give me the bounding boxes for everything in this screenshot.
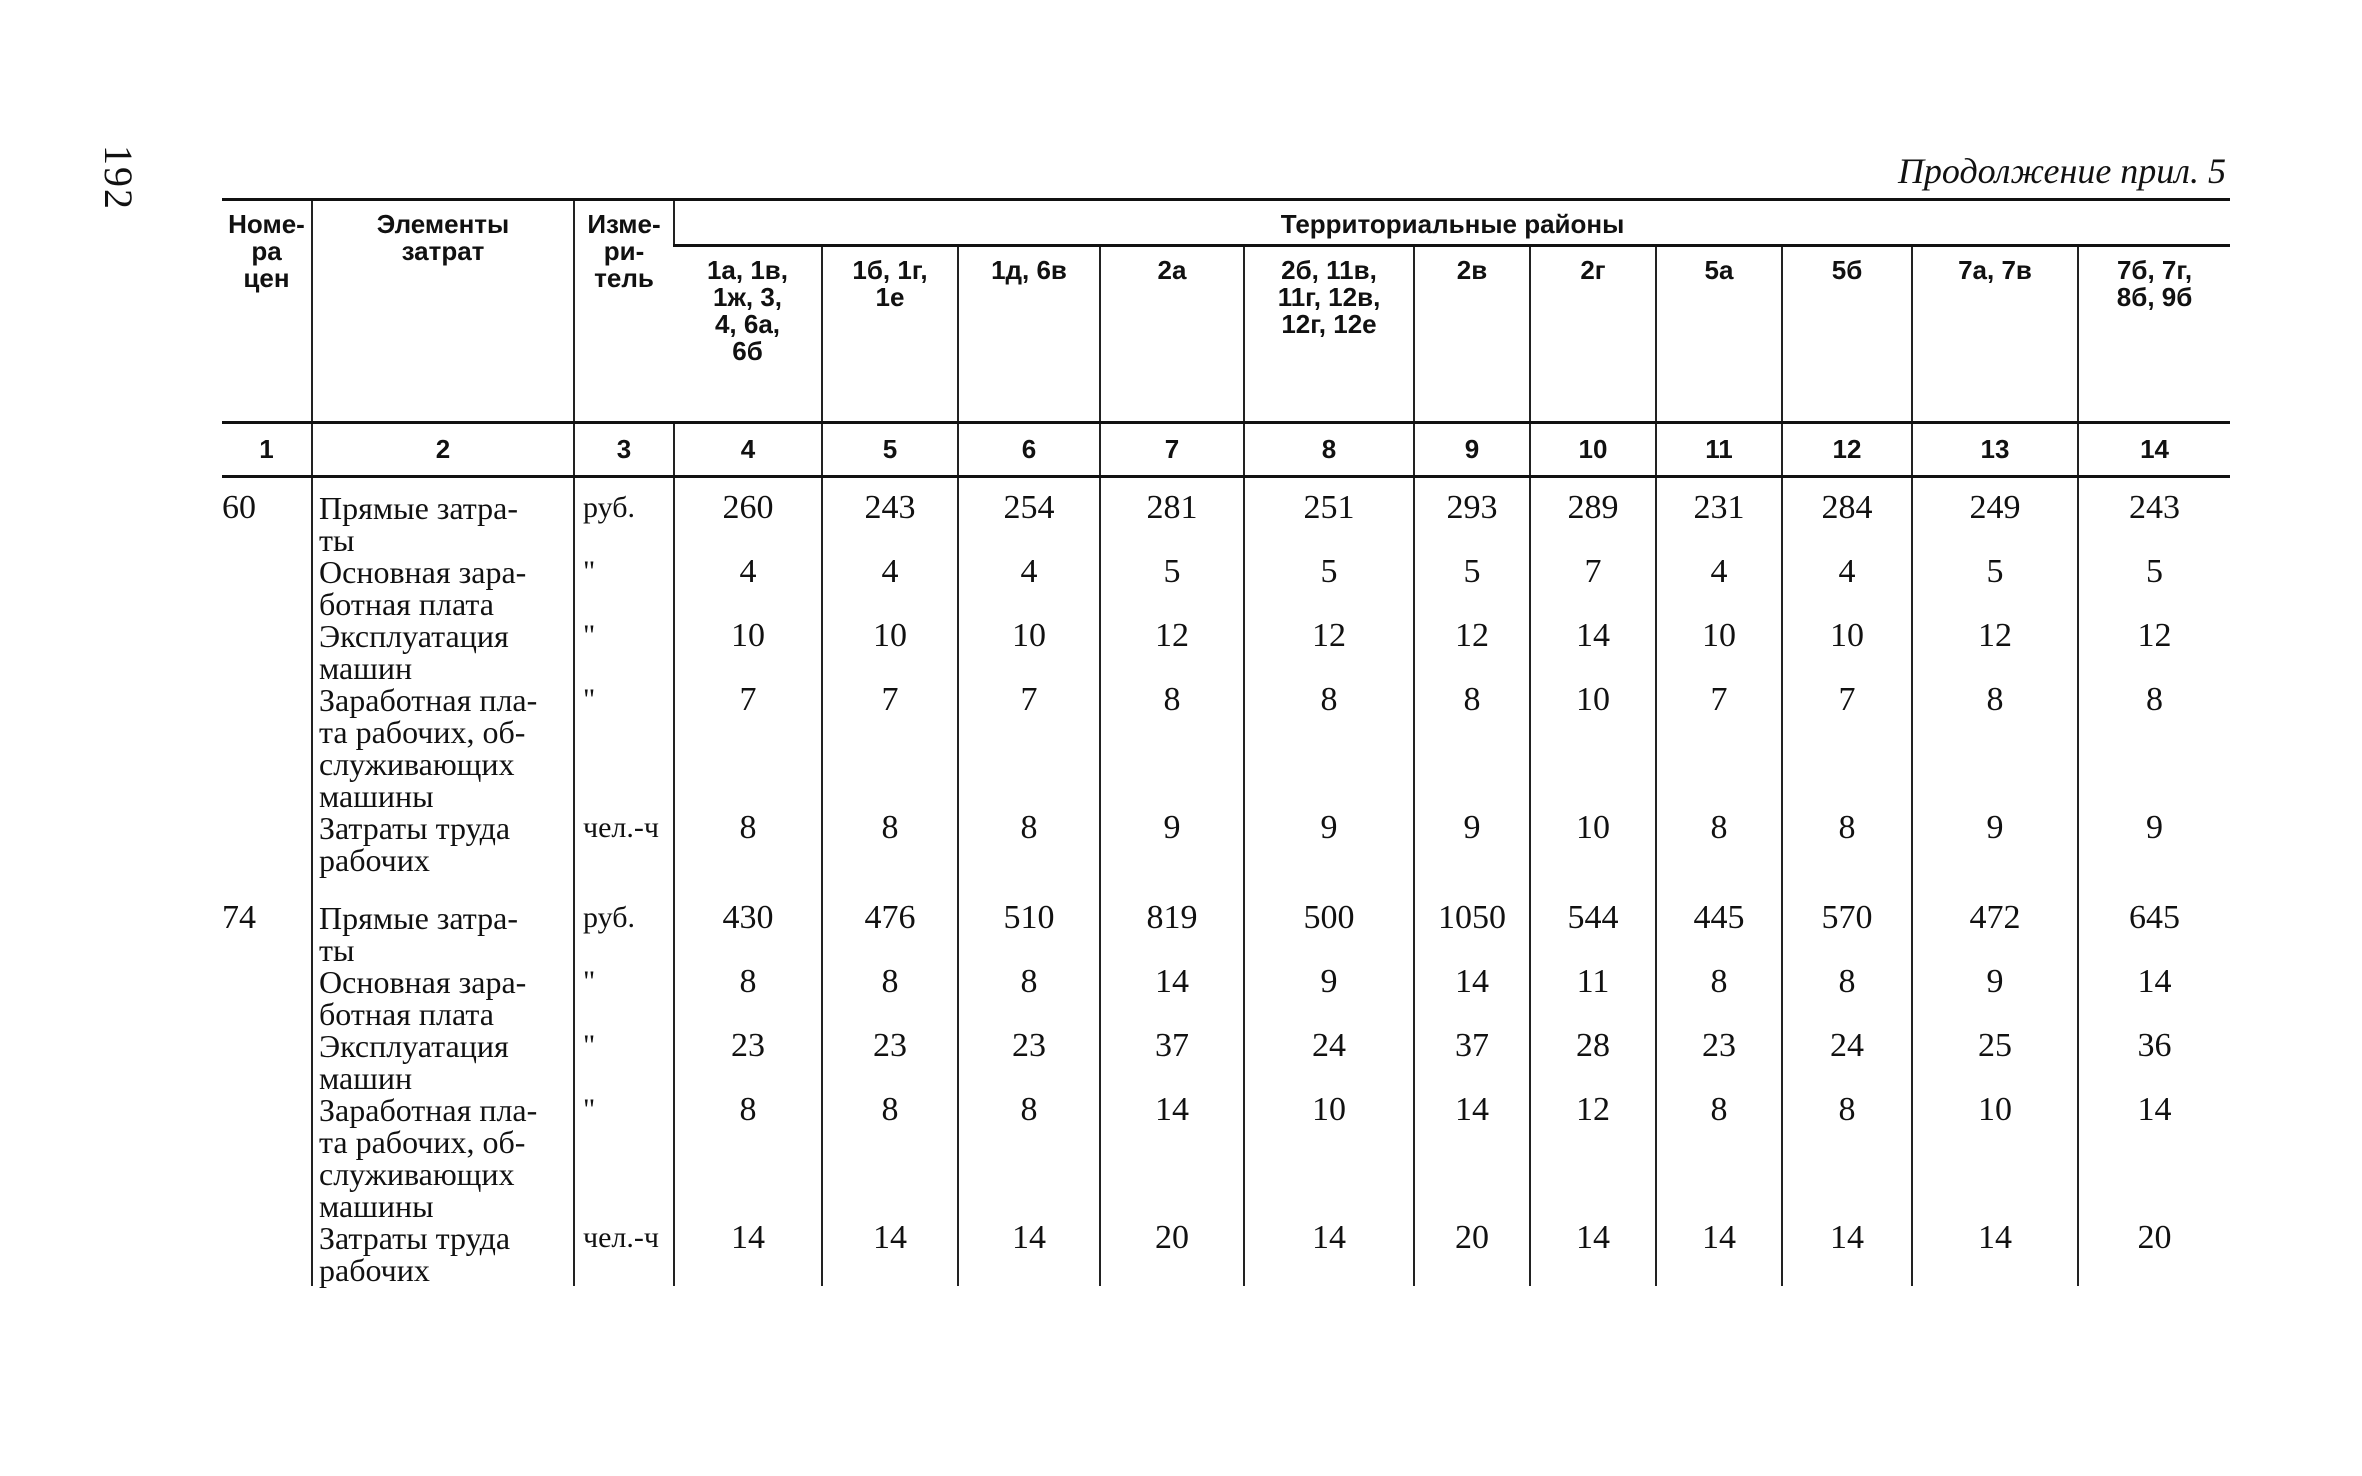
price-number [222, 1222, 312, 1286]
column-number-6: 6 [958, 423, 1100, 477]
column-number-3: 3 [574, 423, 674, 477]
spacer-cell [2078, 876, 2230, 898]
value-cell: 7 [958, 684, 1100, 812]
price-number [222, 966, 312, 1030]
value-cell: 819 [1100, 898, 1244, 966]
table-row [222, 556, 2230, 620]
value-cell: 12 [1100, 620, 1244, 684]
value-cell: 293 [1414, 477, 1530, 557]
value-cell: 10 [1530, 812, 1656, 876]
value-cell: 23 [674, 1030, 822, 1094]
value-cell: 5 [2078, 556, 2230, 620]
value-cell: 23 [822, 1030, 958, 1094]
header-region-2: 1б, 1г, 1е [822, 246, 958, 423]
value-cell: 430 [674, 898, 822, 966]
column-number-1: 1 [222, 423, 312, 477]
table-row [222, 620, 2230, 684]
header-region-11: 7б, 7г, 8б, 9б [2078, 246, 2230, 423]
value-cell: 9 [1912, 812, 2078, 876]
unit: руб. [574, 477, 674, 557]
value-cell: 25 [1912, 1030, 2078, 1094]
header-region-10: 7а, 7в [1912, 246, 2078, 423]
value-cell: 12 [2078, 620, 2230, 684]
value-cell: 7 [1656, 684, 1782, 812]
column-number-10: 10 [1530, 423, 1656, 477]
value-cell: 445 [1656, 898, 1782, 966]
spacer-cell [1100, 876, 1244, 898]
value-cell: 23 [958, 1030, 1100, 1094]
value-cell: 5 [1244, 556, 1414, 620]
value-cell: 14 [822, 1222, 958, 1286]
value-cell: 9 [1244, 966, 1414, 1030]
value-cell: 249 [1912, 477, 2078, 557]
value-cell: 14 [2078, 966, 2230, 1030]
value-cell: 10 [1782, 620, 1912, 684]
continuation-caption: Продолжение прил. 5 [1897, 151, 2226, 191]
spacer-cell [822, 876, 958, 898]
header-region-5: 2б, 11в, 11г, 12в, 12г, 12е [1244, 246, 1414, 423]
spacer-cell [674, 876, 822, 898]
cost-element: Эксплуатация машин [312, 1030, 574, 1094]
value-cell: 36 [2078, 1030, 2230, 1094]
value-cell: 14 [674, 1222, 822, 1286]
value-cell: 14 [1530, 1222, 1656, 1286]
table-row [222, 477, 2230, 557]
value-cell: 4 [822, 556, 958, 620]
value-cell: 20 [1414, 1222, 1530, 1286]
value-cell: 243 [2078, 477, 2230, 557]
value-cell: 8 [958, 966, 1100, 1030]
spacer-cell [312, 876, 574, 898]
value-cell: 12 [1530, 1094, 1656, 1222]
value-cell: 10 [822, 620, 958, 684]
cost-element: Основная зара- ботная плата [312, 966, 574, 1030]
header-region-3: 1д, 6в [958, 246, 1100, 423]
price-number [222, 684, 312, 812]
value-cell: 8 [1244, 684, 1414, 812]
value-cell: 9 [1414, 812, 1530, 876]
price-number: 60 [222, 489, 256, 526]
value-cell: 14 [1244, 1222, 1414, 1286]
spacer-cell [222, 876, 312, 898]
value-cell: 4 [1656, 556, 1782, 620]
value-cell: 7 [1782, 684, 1912, 812]
table-row [222, 1094, 2230, 1222]
value-cell: 8 [1656, 812, 1782, 876]
spacer-cell [574, 876, 674, 898]
value-cell: 8 [958, 812, 1100, 876]
cost-element: Эксплуатация машин [312, 620, 574, 684]
cost-element: Затраты труда рабочих [312, 812, 574, 876]
header-unit: Изме- ри- тель [574, 200, 674, 423]
header-regions-title: Территориальные районы [674, 200, 2230, 246]
value-cell: 260 [674, 477, 822, 557]
value-cell: 243 [822, 477, 958, 557]
table-row [222, 684, 2230, 812]
cost-element: Основная зара- ботная плата [312, 556, 574, 620]
value-cell: 7 [822, 684, 958, 812]
unit: " [574, 684, 674, 812]
value-cell: 544 [1530, 898, 1656, 966]
spacer-cell [1912, 876, 2078, 898]
value-cell: 24 [1782, 1030, 1912, 1094]
spacer-cell [1656, 876, 1782, 898]
value-cell: 12 [1244, 620, 1414, 684]
column-number-5: 5 [822, 423, 958, 477]
price-number [222, 1094, 312, 1222]
value-cell: 281 [1100, 477, 1244, 557]
value-cell: 12 [1912, 620, 2078, 684]
value-cell: 14 [1414, 966, 1530, 1030]
value-cell: 23 [1656, 1030, 1782, 1094]
value-cell: 9 [2078, 812, 2230, 876]
value-cell: 8 [958, 1094, 1100, 1222]
table-row [222, 1030, 2230, 1094]
value-cell: 251 [1244, 477, 1414, 557]
price-number: 74 [222, 899, 256, 936]
unit: " [574, 1094, 674, 1222]
unit: чел.-ч [574, 812, 674, 876]
spacer-cell [1414, 876, 1530, 898]
column-number-12: 12 [1782, 423, 1912, 477]
header-code: Номе- ра цен [222, 200, 312, 423]
cost-element: Заработная пла- та рабочих, об- служивающих машины [312, 684, 574, 812]
header-region-4: 2а [1100, 246, 1244, 423]
value-cell: 8 [674, 812, 822, 876]
header-region-6: 2в [1414, 246, 1530, 423]
price-number [222, 556, 312, 620]
value-cell: 14 [1100, 966, 1244, 1030]
cost-element: Затраты труда рабочих [312, 1222, 574, 1286]
unit: чел.-ч [574, 1222, 674, 1286]
column-number-13: 13 [1912, 423, 2078, 477]
column-number-9: 9 [1414, 423, 1530, 477]
column-number-8: 8 [1244, 423, 1414, 477]
value-cell: 9 [1100, 812, 1244, 876]
value-cell: 254 [958, 477, 1100, 557]
value-cell: 8 [1912, 684, 2078, 812]
value-cell: 231 [1656, 477, 1782, 557]
header-region-8: 5а [1656, 246, 1782, 423]
spacer-cell [1782, 876, 1912, 898]
value-cell: 8 [674, 966, 822, 1030]
value-cell: 14 [1656, 1222, 1782, 1286]
value-cell: 10 [1244, 1094, 1414, 1222]
value-cell: 14 [1530, 620, 1656, 684]
value-cell: 4 [674, 556, 822, 620]
header-region-7: 2г [1530, 246, 1656, 423]
table-row [222, 966, 2230, 1030]
value-cell: 12 [1414, 620, 1530, 684]
column-number-11: 11 [1656, 423, 1782, 477]
value-cell: 8 [1414, 684, 1530, 812]
header-region-9: 5б [1782, 246, 1912, 423]
value-cell: 37 [1100, 1030, 1244, 1094]
spacer-cell [958, 876, 1100, 898]
value-cell: 8 [822, 966, 958, 1030]
unit: руб. [574, 898, 674, 966]
value-cell: 8 [1782, 812, 1912, 876]
table-row [222, 898, 2230, 966]
cost-element: Прямые затра- ты [312, 898, 574, 966]
value-cell: 284 [1782, 477, 1912, 557]
value-cell: 510 [958, 898, 1100, 966]
value-cell: 9 [1244, 812, 1414, 876]
value-cell: 20 [1100, 1222, 1244, 1286]
value-cell: 472 [1912, 898, 2078, 966]
value-cell: 7 [674, 684, 822, 812]
page-number: 192 [96, 145, 141, 211]
column-number-7: 7 [1100, 423, 1244, 477]
column-number-4: 4 [674, 423, 822, 477]
price-number [222, 620, 312, 684]
unit: " [574, 556, 674, 620]
value-cell: 4 [958, 556, 1100, 620]
value-cell: 10 [1530, 684, 1656, 812]
value-cell: 10 [958, 620, 1100, 684]
value-cell: 28 [1530, 1030, 1656, 1094]
value-cell: 20 [2078, 1222, 2230, 1286]
value-cell: 14 [1912, 1222, 2078, 1286]
value-cell: 8 [2078, 684, 2230, 812]
value-cell: 8 [1100, 684, 1244, 812]
value-cell: 11 [1530, 966, 1656, 1030]
value-cell: 570 [1782, 898, 1912, 966]
column-numbers-row [222, 423, 2230, 477]
value-cell: 10 [1656, 620, 1782, 684]
cost-element: Заработная пла- та рабочих, об- служивающих машины [312, 1094, 574, 1222]
value-cell: 24 [1244, 1030, 1414, 1094]
header-element: Элементы затрат [312, 200, 574, 423]
value-cell: 4 [1782, 556, 1912, 620]
value-cell: 476 [822, 898, 958, 966]
value-cell: 7 [1530, 556, 1656, 620]
value-cell: 289 [1530, 477, 1656, 557]
value-cell: 500 [1244, 898, 1414, 966]
column-number-2: 2 [312, 423, 574, 477]
price-number [222, 812, 312, 876]
value-cell: 9 [1912, 966, 2078, 1030]
value-cell: 645 [2078, 898, 2230, 966]
group-spacer [222, 876, 2230, 898]
value-cell: 8 [1782, 1094, 1912, 1222]
value-cell: 1050 [1414, 898, 1530, 966]
value-cell: 5 [1100, 556, 1244, 620]
value-cell: 14 [1782, 1222, 1912, 1286]
value-cell: 10 [1912, 1094, 2078, 1222]
value-cell: 8 [822, 1094, 958, 1222]
value-cell: 14 [1414, 1094, 1530, 1222]
table-row [222, 812, 2230, 876]
value-cell: 8 [674, 1094, 822, 1222]
value-cell: 8 [822, 812, 958, 876]
value-cell: 14 [1100, 1094, 1244, 1222]
price-number [222, 1030, 312, 1094]
spacer-cell [1530, 876, 1656, 898]
header-region-1: 1а, 1в, 1ж, 3, 4, 6а, 6б [706, 255, 789, 366]
value-cell: 37 [1414, 1030, 1530, 1094]
value-cell: 14 [958, 1222, 1100, 1286]
value-cell: 5 [1912, 556, 2078, 620]
cost-table [222, 198, 2230, 1286]
column-number-14: 14 [2078, 423, 2230, 477]
value-cell: 8 [1656, 1094, 1782, 1222]
unit: " [574, 620, 674, 684]
cost-element: Прямые затра- ты [312, 477, 574, 557]
unit: " [574, 966, 674, 1030]
value-cell: 5 [1414, 556, 1530, 620]
value-cell: 10 [674, 620, 822, 684]
value-cell: 8 [1782, 966, 1912, 1030]
value-cell: 14 [2078, 1094, 2230, 1222]
spacer-cell [1244, 876, 1414, 898]
header-row-1 [222, 200, 2230, 246]
unit: " [574, 1030, 674, 1094]
value-cell: 8 [1656, 966, 1782, 1030]
table-row [222, 1222, 2230, 1286]
